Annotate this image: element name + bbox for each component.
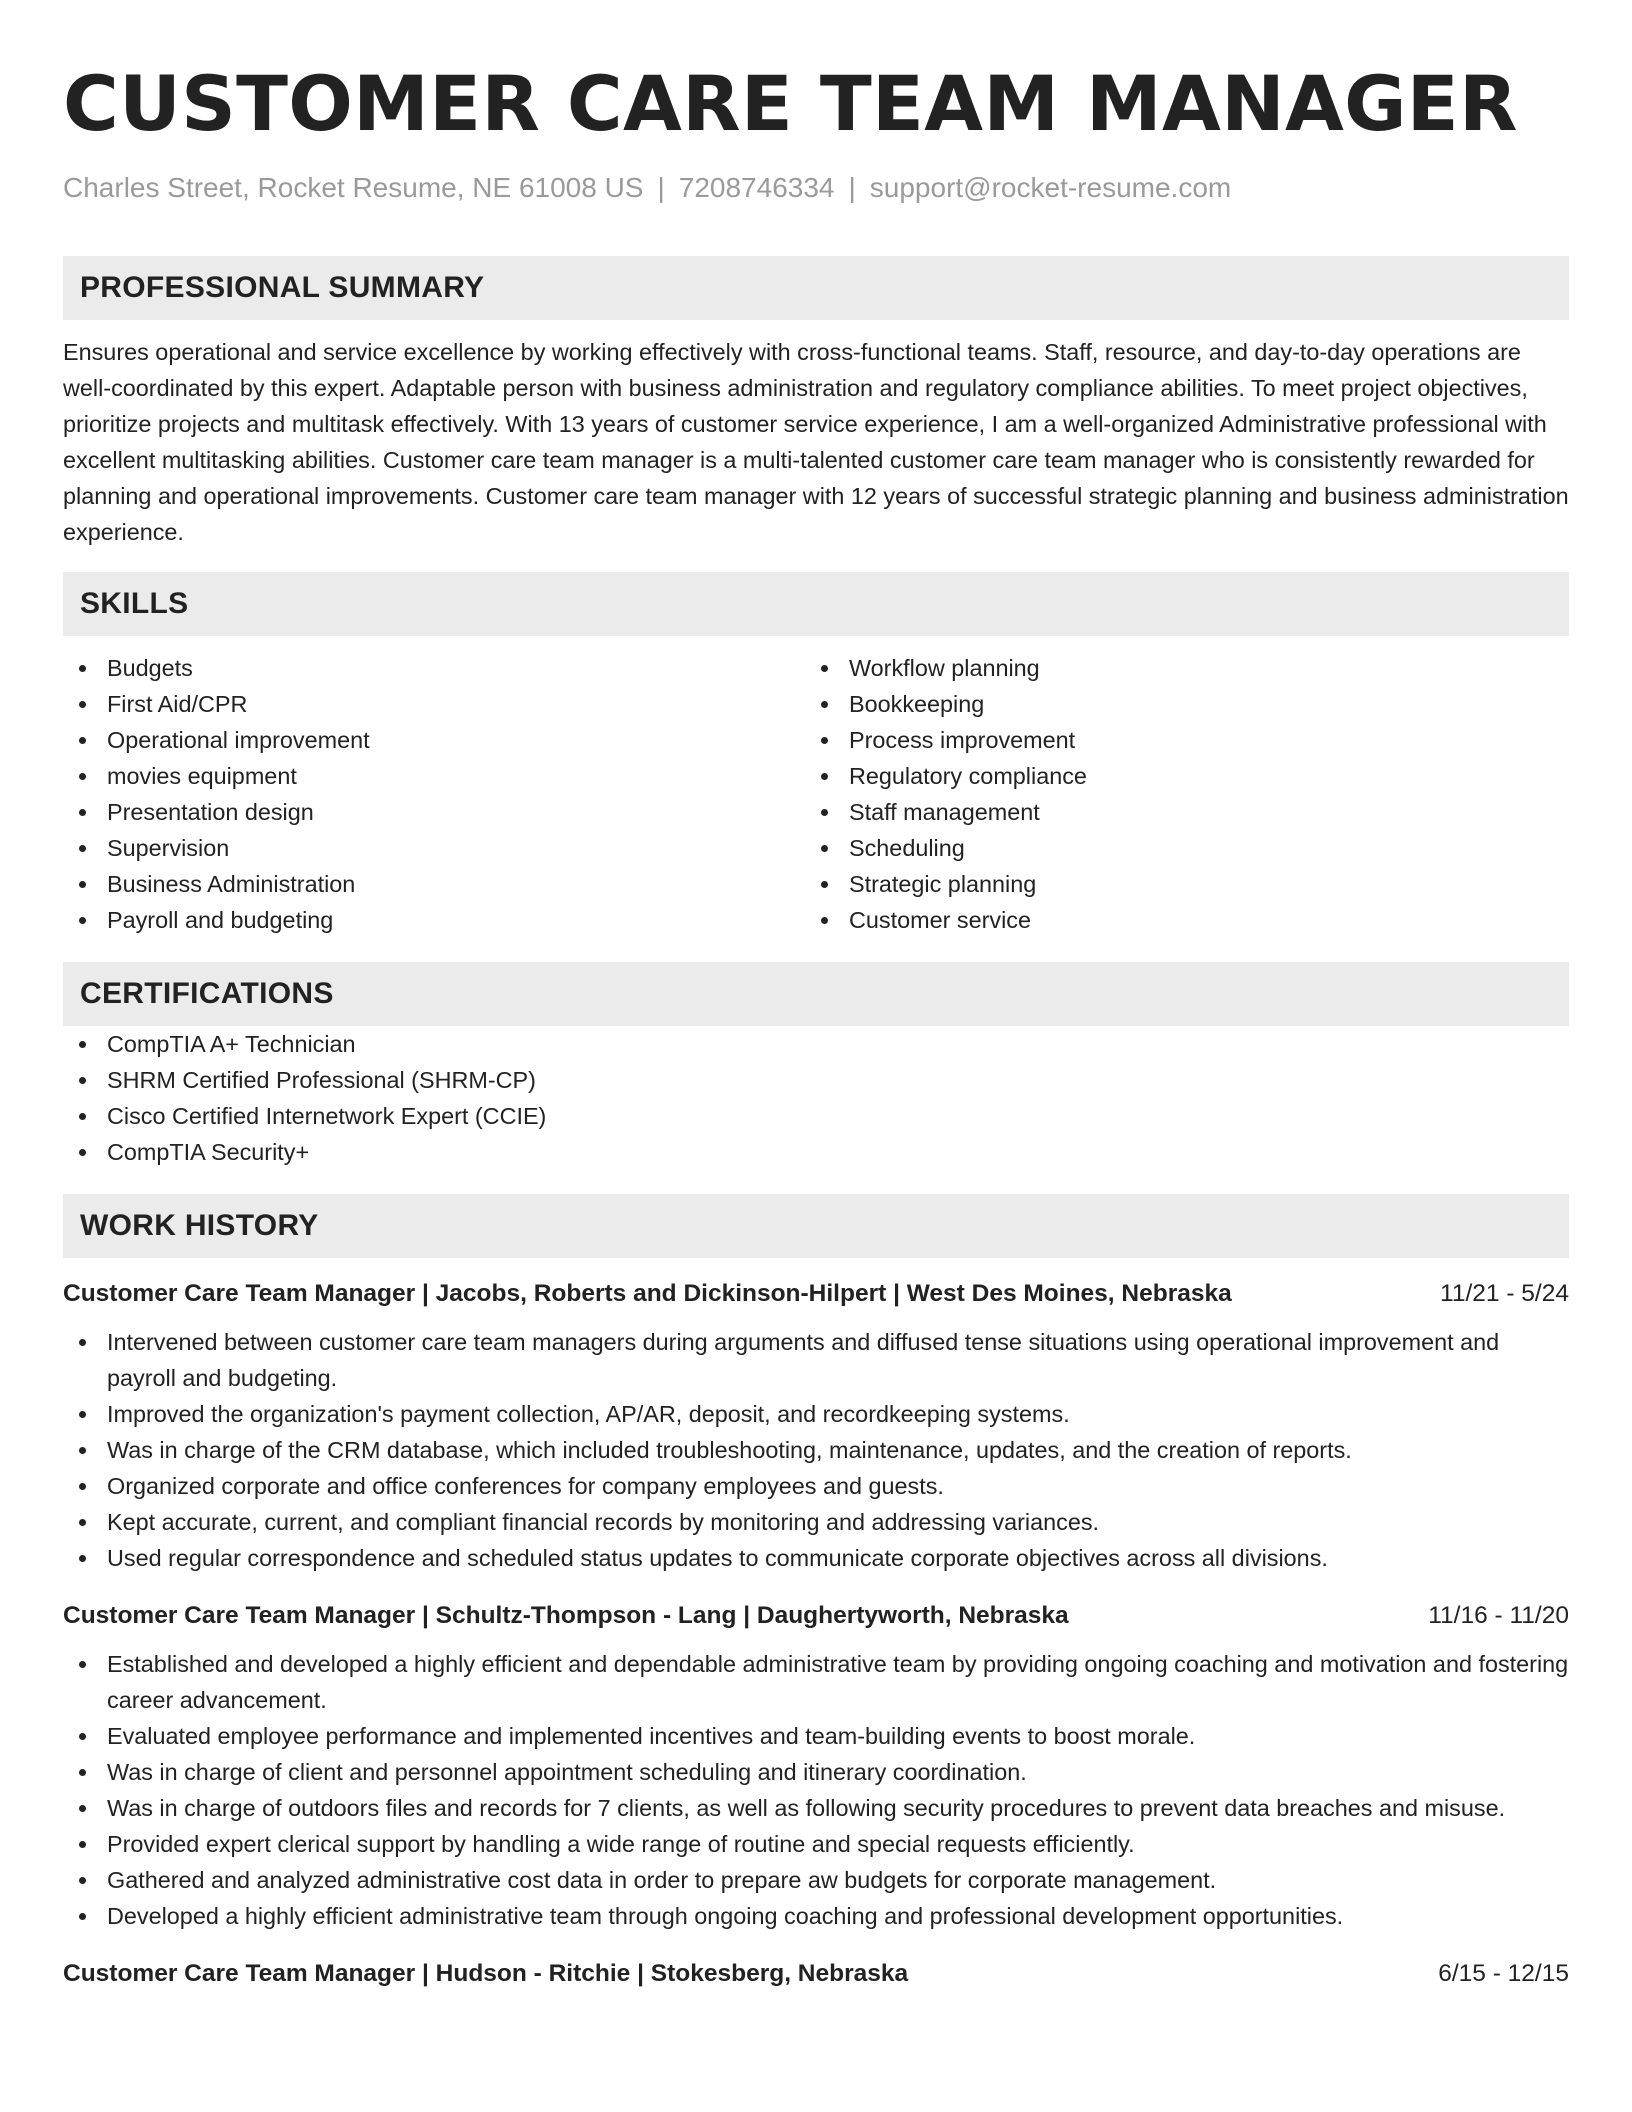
skill-item: Budgets — [63, 650, 805, 686]
skill-item: Regulatory compliance — [805, 758, 1547, 794]
job-bullets — [63, 1324, 1569, 1576]
job-bullet: Used regular correspondence and scheduled status updates to communicate corporate objectives across all divisions. — [63, 1540, 1569, 1576]
job-entry — [63, 1598, 1569, 1934]
skill-item: Strategic planning — [805, 866, 1547, 902]
job-dates: 11/16 - 11/20 — [1428, 1602, 1569, 1629]
contact-address: Charles Street, Rocket Resume, NE 61008 US — [63, 172, 644, 203]
job-bullet: Was in charge of client and personnel appointment scheduling and itinerary coordination. — [63, 1754, 1569, 1790]
skill-item: First Aid/CPR — [63, 686, 805, 722]
work-history-heading: WORK HISTORY — [63, 1194, 1569, 1258]
job-bullet: Was in charge of the CRM database, which included troubleshooting, maintenance, updates, and the creation of reports. — [63, 1432, 1569, 1468]
job-bullet: Gathered and analyzed administrative cost data in order to prepare aw budgets for corporate management. — [63, 1862, 1569, 1898]
skills-list-left — [63, 650, 805, 938]
job-bullet: Was in charge of outdoors files and records for 7 clients, as well as following security procedures to prevent data breaches and misuse. — [63, 1790, 1569, 1826]
certification-item: SHRM Certified Professional (SHRM-CP) — [63, 1062, 1569, 1098]
contact-separator: | — [848, 172, 856, 203]
skills-list-right — [805, 650, 1547, 938]
job-header — [63, 1956, 1569, 1992]
certification-item: CompTIA Security+ — [63, 1134, 1569, 1170]
skill-item: Scheduling — [805, 830, 1547, 866]
job-bullets — [63, 1646, 1569, 1934]
summary-heading: PROFESSIONAL SUMMARY — [63, 256, 1569, 320]
contact-phone: 7208746334 — [678, 172, 835, 203]
certifications-list — [63, 1026, 1569, 1170]
job-bullet: Established and developed a highly efficient and dependable administrative team by providing ongoing coaching and motivation and fostering career advancement. — [63, 1646, 1569, 1718]
job-bullet: Intervened between customer care team managers during arguments and diffused tense situations using operational improvement and payroll and budgeting. — [63, 1324, 1569, 1396]
job-title: Customer Care Team Manager | Schultz-Thompson - Lang | Daughertyworth, Nebraska — [63, 1602, 1069, 1629]
contact-email: support@rocket-resume.com — [869, 172, 1232, 203]
skills-section — [63, 572, 1569, 938]
certification-item: Cisco Certified Internetwork Expert (CCIE) — [63, 1098, 1569, 1134]
job-header — [63, 1276, 1569, 1312]
skill-item: Presentation design — [63, 794, 805, 830]
skill-item: Operational improvement — [63, 722, 805, 758]
contact-separator: | — [657, 172, 665, 203]
skill-item: Customer service — [805, 902, 1547, 938]
certification-item: CompTIA A+ Technician — [63, 1026, 1569, 1062]
skill-item: Payroll and budgeting — [63, 902, 805, 938]
job-bullet: Improved the organization's payment collection, AP/AR, deposit, and recordkeeping systems. — [63, 1396, 1569, 1432]
skill-item: Workflow planning — [805, 650, 1547, 686]
job-bullet: Kept accurate, current, and compliant financial records by monitoring and addressing variances. — [63, 1504, 1569, 1540]
skill-item: Supervision — [63, 830, 805, 866]
skill-item: Staff management — [805, 794, 1547, 830]
skill-item: Bookkeeping — [805, 686, 1547, 722]
job-bullet: Developed a highly efficient administrative team through ongoing coaching and professional development opportunities. — [63, 1898, 1569, 1934]
job-title: Customer Care Team Manager | Jacobs, Roberts and Dickinson-Hilpert | West Des Moines, Nebraska — [63, 1280, 1232, 1307]
job-header — [63, 1598, 1569, 1634]
summary-text: Ensures operational and service excellence by working effectively with cross-functional teams. Staff, resource, and day-to-day operations are well-coordinated by this expert. Adaptable person with business administration and regulatory compliance abilities. To meet project objectives, prioritize projects and multitask effectively. With 13 years of customer service experience, I am a well-organized Administrative professional with excellent multitasking abilities. Customer care team manager is a multi-talented customer care team manager who is consistently rewarded for planning and operational improvements. Customer care team manager with 12 years of successful strategic planning and business administration experience. — [63, 339, 1569, 545]
job-dates: 6/15 - 12/15 — [1438, 1960, 1569, 1987]
page-title: CUSTOMER CARE TEAM MANAGER — [63, 59, 1518, 148]
certifications-section — [63, 962, 1569, 1170]
work-history-section — [63, 1194, 1569, 1992]
skills-columns — [63, 650, 1569, 938]
contact-line — [63, 170, 1569, 206]
job-bullet: Organized corporate and office conferences for company employees and guests. — [63, 1468, 1569, 1504]
job-bullet: Provided expert clerical support by handling a wide range of routine and special requests efficiently. — [63, 1826, 1569, 1862]
skill-item: movies equipment — [63, 758, 805, 794]
job-entry — [63, 1956, 1569, 1992]
job-entry — [63, 1276, 1569, 1576]
job-dates: 11/21 - 5/24 — [1440, 1280, 1569, 1307]
skills-heading: SKILLS — [63, 572, 1569, 636]
certifications-heading: CERTIFICATIONS — [63, 962, 1569, 1026]
skill-item: Process improvement — [805, 722, 1547, 758]
summary-section — [63, 256, 1569, 550]
job-title: Customer Care Team Manager | Hudson - Ritchie | Stokesberg, Nebraska — [63, 1960, 909, 1987]
job-bullet: Evaluated employee performance and implemented incentives and team-building events to boost morale. — [63, 1718, 1569, 1754]
skill-item: Business Administration — [63, 866, 805, 902]
